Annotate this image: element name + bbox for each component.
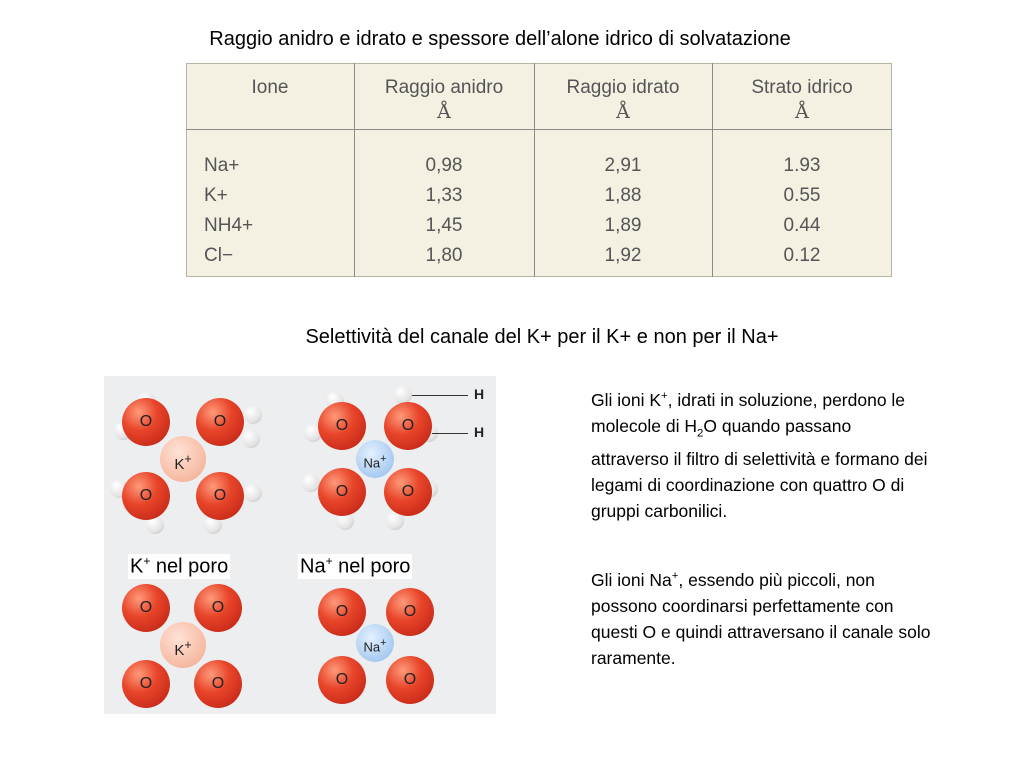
header-unit: Å [437,101,451,123]
pointer-line [432,433,468,434]
oxygen-atom: O [122,472,170,520]
table-cell: 1,92 [604,245,642,266]
hydrogen-atom [244,484,262,502]
header-ione [186,77,354,99]
na-pore-caption: Na+ nel poro [300,554,411,578]
oxygen-atom: O [122,584,170,632]
oxygen-atom: O [122,660,170,708]
table-cell: K+ [204,185,228,206]
oxygen-atom: O [318,402,366,450]
header-strato-idrico [712,77,892,123]
oxygen-atom: O [384,468,432,516]
header-raggio-idrato [534,77,712,123]
header-unit: Å [795,101,809,123]
main-title: Raggio anidro e idrato e spessore dell’alone idrico di solvatazione [209,28,791,50]
sodium-ion: Na+ [356,440,394,478]
table-cell: 0,98 [425,155,463,176]
table-cell: Na+ [204,155,240,176]
ion-radius-table [186,63,892,277]
oxygen-atom: O [318,656,366,704]
oxygen-atom: O [384,402,432,450]
explanation-k: Gli ioni K+, idrati in soluzione, perdono le molecole di $H_2O$ quando passano attraverso il filtro di selettività e formano dei legami di coordinazione con quattro O di gruppi carbonilici. [591,389,928,522]
header-label: Raggio anidro [384,77,504,98]
hydrogen-label: H [474,424,485,440]
table-cell: 0.55 [783,185,821,206]
oxygen-atom: O [194,584,242,632]
header-unit: Å [616,101,630,123]
sodium-ion: Na+ [356,624,394,662]
potassium-ion: K+ [160,436,206,482]
table-cell: 0.12 [783,245,821,266]
hydrogen-label: H [474,386,485,402]
table-cell: 0.44 [783,215,821,236]
pore-diagram [104,376,496,714]
column-raggio-anidro [354,151,534,271]
table-cell: 1,45 [425,215,463,236]
pointer-line [412,395,468,396]
column-raggio-idrato [534,151,712,271]
header-raggio-anidro [354,77,534,123]
oxygen-atom: O [386,656,434,704]
oxygen-atom: O [318,468,366,516]
oxygen-atom: O [194,660,242,708]
table-cell: 1,80 [425,245,463,266]
selectivity-title: Selettività del canale del K+ per il K+ e non per il Na+ [305,326,779,348]
column-ione [204,151,253,271]
hydrogen-atom [244,406,262,424]
hydrogen-atom [242,430,260,448]
table-cell: 1,89 [604,215,642,236]
oxygen-atom: O [318,588,366,636]
potassium-ion: K+ [160,622,206,668]
table-cell: 2,91 [604,155,642,176]
header-label: Ione [251,77,289,98]
explanation-na: Gli ioni Na+, essendo più piccoli, non possono coordinarsi perfettamente con questi O e quindi attraversano il canale solo raramente. [591,569,931,668]
table-cell: Cl− [204,245,234,266]
oxygen-atom: O [196,398,244,446]
table-cell: 1.93 [783,155,821,176]
table-cell: 1,33 [425,185,463,206]
table-cell: 1,88 [604,185,642,206]
oxygen-atom: O [386,588,434,636]
k-pore-caption: K+ nel poro [130,554,229,578]
oxygen-atom: O [196,472,244,520]
header-label: Raggio idrato [566,77,680,98]
column-strato-idrico [712,151,892,271]
table-cell: NH4+ [204,215,254,236]
oxygen-atom: O [122,398,170,446]
header-label: Strato idrico [751,77,853,98]
